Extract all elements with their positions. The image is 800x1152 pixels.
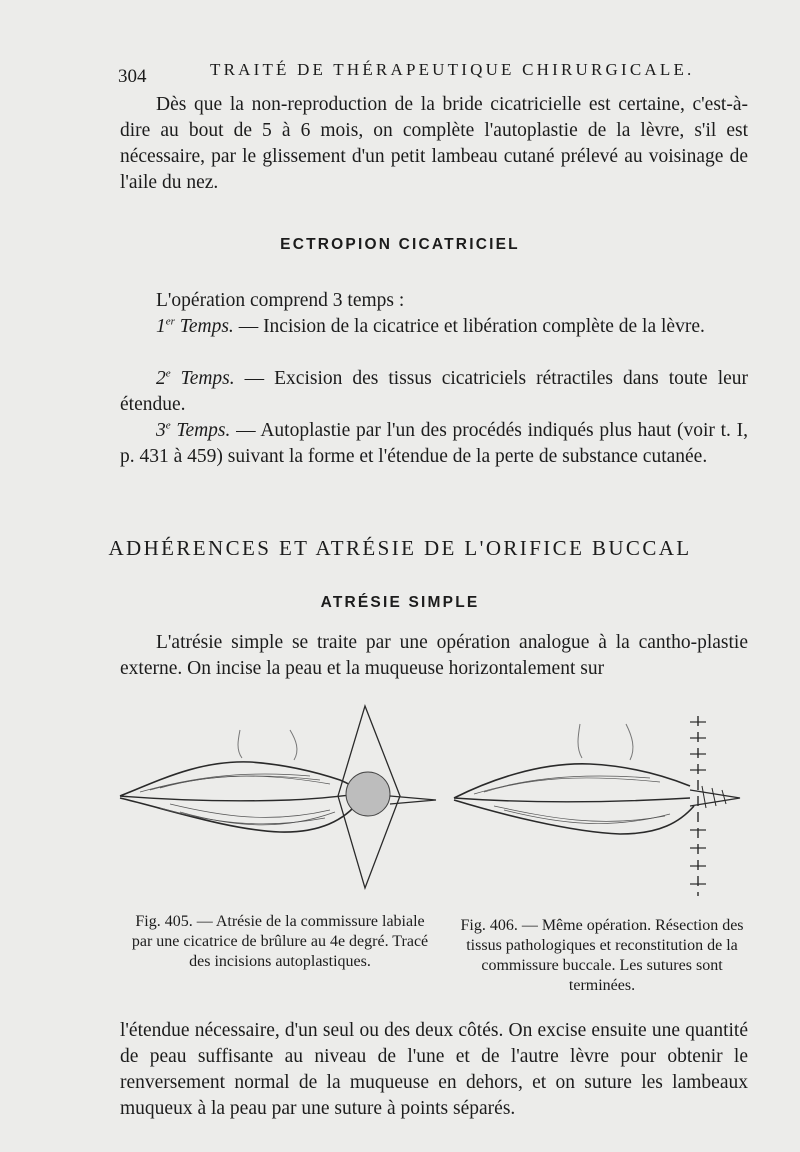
temps-2-text: — Excision des tissus cicatriciels rétractiles dans toute leur étendue. [120, 368, 749, 415]
closing-paragraph: l'étendue nécessaire, d'un seul ou des deux côtés. On excise ensuite une quantité de peau suffisante au niveau de l'une et de l'autre lèvre pour obtenir le renversement normal de la muqueuse en dehors, et on suture les lambeaux muqueux à la peau par une suture à points séparés. [120, 1020, 748, 1119]
heading-atresie-simple: ATRÉSIE SIMPLE [320, 594, 480, 611]
running-head: TRAITÉ DE THÉRAPEUTIQUE CHIRURGICALE. [210, 60, 695, 79]
figure-406-caption: Fig. 406. — Même opération. Résection des tissus pathologiques et reconstitution de la commissure buccale. Les sutures sont terminées. [460, 917, 744, 994]
temps-3-text: — Autoplastie par l'un des procédés indiqués plus haut (voir t. I, p. 431 à 459) suivant la forme et l'étendue de la perte de substance cutanée. [120, 420, 749, 467]
temps-1-label: Temps. [179, 316, 234, 337]
heading-adherences: ADHÉRENCES ET ATRÉSIE DE L'ORIFICE BUCCAL [108, 536, 692, 560]
temps-1-num: 1 [156, 316, 166, 337]
temps-3-num: 3 [156, 420, 166, 441]
temps-2-label: Temps. [180, 368, 235, 389]
page-number: 304 [118, 66, 147, 87]
temps-2-num: 2 [156, 368, 166, 389]
page-header [118, 56, 768, 86]
temps-2-sup: e [165, 367, 171, 380]
temps-2 [120, 366, 748, 418]
heading-ectropion: ECTROPION CICATRICIEL [280, 236, 520, 253]
temps-3-sup: e [165, 419, 171, 432]
temps-1-text: — Incision de la cicatrice et libération complète de la lèvre. [238, 316, 705, 337]
ectropion-lead: L'opération comprend 3 temps : [156, 290, 405, 311]
temps-1 [120, 314, 748, 340]
temps-3-label: Temps. [176, 420, 231, 441]
temps-3 [120, 418, 748, 470]
intro-paragraph: Dès que la non-reproduction de la bride cicatricielle est certaine, c'est-à-dire au bout de 5 à 6 mois, on complète l'autoplastie de la lèvre, s'il est nécessaire, par le glissement d'un petit lambeau cutané prélevé au voisinage de l'aile du nez. [120, 94, 748, 193]
figure-405-illustration [110, 700, 450, 900]
atresie-paragraph: L'atrésie simple se traite par une opération analogue à la cantho-plastie externe. On incise la peau et la muqueuse horizontalement sur [120, 632, 748, 679]
temps-1-sup: er [165, 315, 175, 328]
figure-406-illustration [450, 710, 750, 900]
figure-405-caption: Fig. 405. — Atrésie de la commissure labiale par une cicatrice de brûlure au 4e degré. Tracé des incisions autoplastiques. [131, 913, 429, 970]
